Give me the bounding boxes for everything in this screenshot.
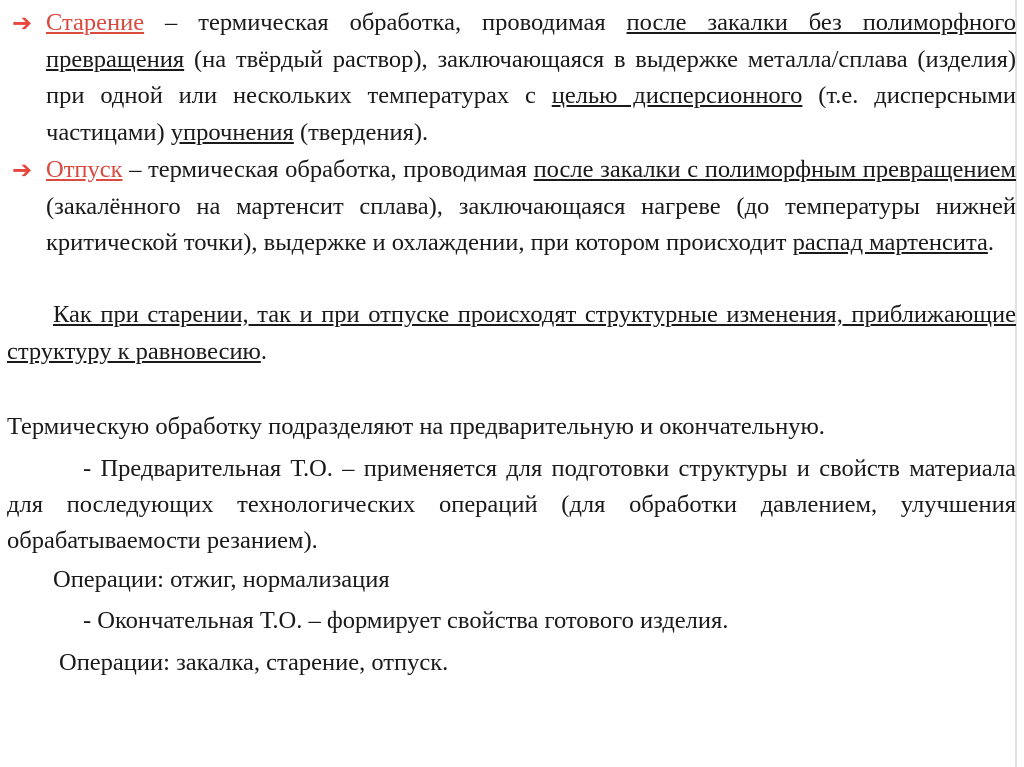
- preliminary-operations: Операции: отжиг, нормализация: [53, 566, 390, 593]
- bullet-tempering: [12, 152, 1016, 262]
- aging-text-1: – термическая обработка, проводимая: [144, 9, 627, 36]
- tempering-text-2: (закалённого на мартенсит сплава), заключающаяся нагреве (до температуры нижней критической точки), выдержке и охлаждении, при котором происходит: [46, 192, 1016, 256]
- summary-underlined: Как при старении, так и при отпуске происходят структурные изменения, приближающие структуру к равновесию: [7, 301, 1016, 365]
- aging-underline-1: после закалки без полиморфного превращения: [46, 9, 1016, 73]
- aging-text-3: (т.е. дисперсными частицами): [46, 82, 1016, 146]
- bullet-aging-text: [46, 5, 1016, 151]
- final-paragraph: - Окончательная Т.О. – формирует свойства готового изделия.: [83, 607, 729, 634]
- final-operations: Операции: закалка, старение, отпуск.: [59, 649, 449, 676]
- bullet-tempering-text: [46, 152, 1016, 262]
- summary-tail: .: [260, 338, 267, 365]
- arrow-right-icon: ➔: [12, 9, 33, 37]
- aging-underline-3: упрочнения: [170, 118, 294, 146]
- bullet-aging: [12, 5, 1016, 151]
- preliminary-paragraph: - Предварительная Т.О. – применяется для подготовки структуры и свойств материала для последующих технологических операций (для обработки давлением, улучшения обрабатываемости резанием).: [7, 455, 1016, 554]
- arrow-right-icon: ➔: [12, 156, 33, 184]
- tempering-text-3: .: [987, 229, 994, 256]
- tempering-underline-2: распад мартенсита: [792, 229, 988, 256]
- term-tempering: Отпуск: [46, 156, 123, 183]
- summary-paragraph: [7, 296, 1016, 370]
- aging-underline-2: целью дисперсионного: [551, 82, 803, 109]
- aging-text-4: (твердения).: [293, 118, 429, 146]
- tempering-underline-1: после закалки с полиморфным превращением: [533, 156, 1016, 183]
- term-aging: Старение: [46, 9, 145, 36]
- aging-text-2: (на твёрдый раствор), заключающаяся в выдержке металла/сплава (изделия) при одной или нескольких температурах с: [46, 45, 1016, 109]
- tempering-text-1: – термическая обработка, проводимая: [122, 156, 534, 183]
- division-paragraph: Термическую обработку подразделяют на предварительную и окончательную.: [7, 413, 825, 440]
